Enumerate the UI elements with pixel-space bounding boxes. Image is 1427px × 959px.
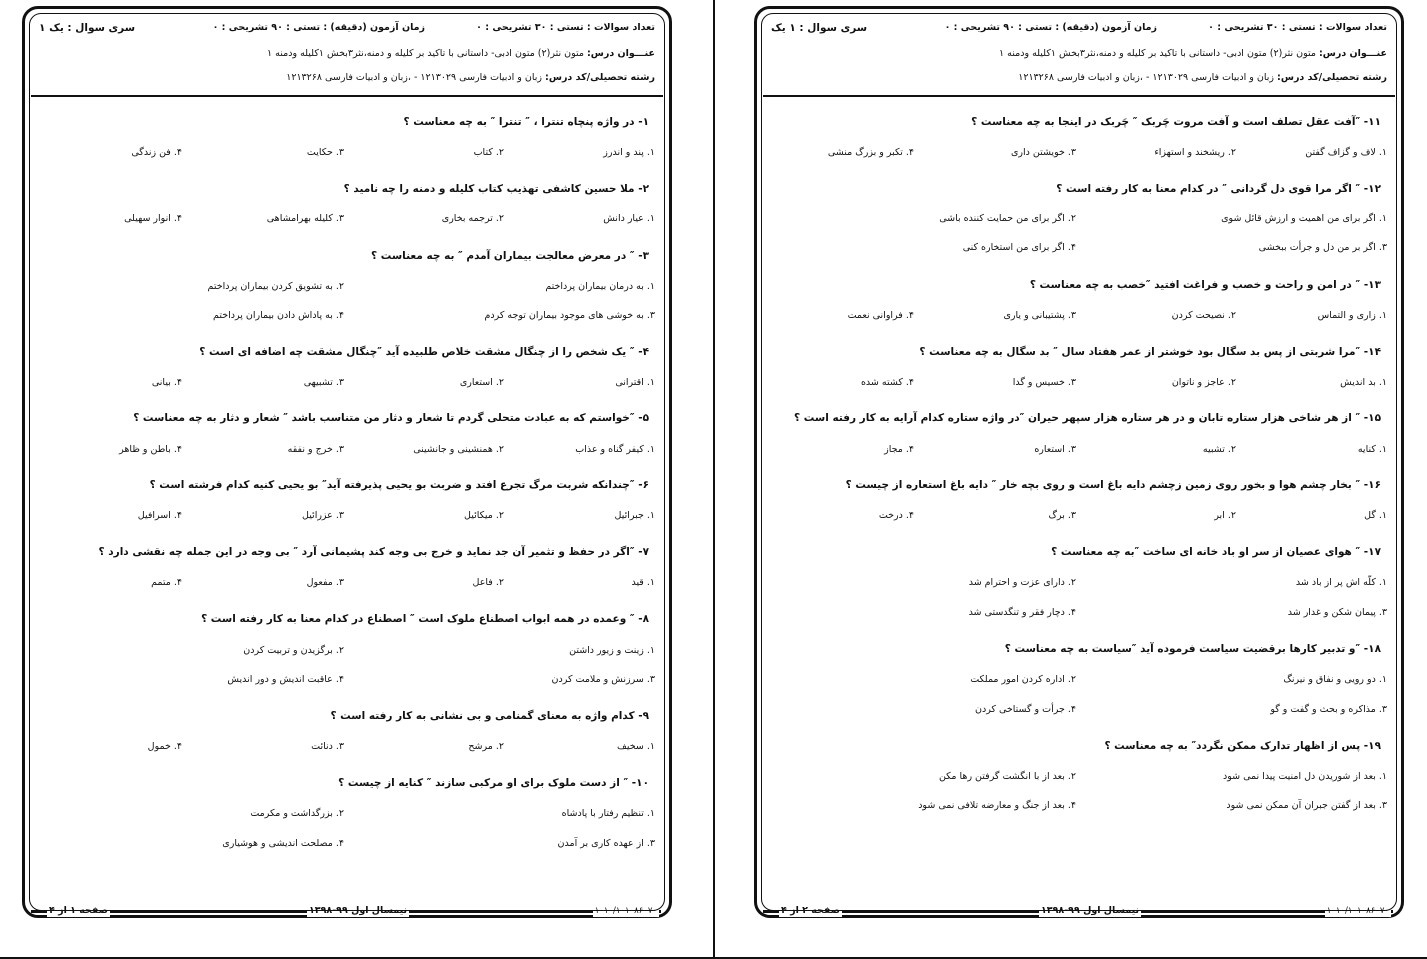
answer-option[interactable]: ۳. خویشتن داری bbox=[1010, 147, 1076, 158]
answer-option[interactable]: ۲. عاجز و ناتوان bbox=[1171, 377, 1236, 388]
answer-option[interactable]: ۲. کتاب bbox=[473, 147, 504, 158]
answer-option[interactable]: ۱. جبرائیل bbox=[614, 510, 655, 521]
page-number: صفحه ۱ از ۴ bbox=[49, 905, 108, 916]
question-text: ۱۵- ″ از هر شاخی هزار ستاره تابان و در هر ستاره هزار سپهر حیران ″در واژه ستاره کدام آرایه به کار رفته است ؟ bbox=[794, 412, 1381, 424]
answer-option[interactable]: ۴. اگر برای من استخاره کنی bbox=[962, 242, 1076, 253]
field-code: زبان و ادبیات فارسی ۱۲۱۳۰۲۹ - ،زبان و ادبیات فارسی ۱۲۱۳۲۶۸ bbox=[286, 72, 543, 83]
question-text: ۵- ″خواستم که به عبادت متحلی گردم تا شعار و دثار من متناسب باشد ″ شعار و دثار به چه معناست ؟ bbox=[133, 412, 649, 424]
question-count: تعداد سوالات : تستی : ۳۰ تشریحی : ۰ bbox=[1208, 22, 1387, 33]
field-code-label: رشته تحصیلی/کد درس: bbox=[1277, 72, 1387, 83]
answer-option[interactable]: ۳. تشبیهی bbox=[303, 377, 344, 388]
question-text: ۱۴- ″مرا شربتی از پس بد سگال بود خوشتر از عمر هفتاد سال ″ بد سگال به چه معناست ؟ bbox=[919, 346, 1381, 358]
question-text: ۴- ″ یک شخص را از چنگال مشقت خلاص طلبیده آید ″چنگال مشقت چه اضافه ای است ؟ bbox=[199, 346, 649, 358]
answer-option[interactable]: ۱. به درمان بیماران پرداختم bbox=[545, 281, 655, 292]
page-number: صفحه ۲ از ۴ bbox=[781, 905, 840, 916]
answer-option[interactable]: ۱. زینت و زیور داشتن bbox=[569, 645, 655, 656]
answer-option[interactable]: ۲. ابر bbox=[1214, 510, 1236, 521]
answer-option[interactable]: ۳. کلیله بهرامشاهی bbox=[266, 213, 344, 224]
answer-option[interactable]: ۴. مصلحت اندیشی و هوشیاری bbox=[222, 838, 344, 849]
answer-option[interactable]: ۳. حکایت bbox=[306, 147, 344, 158]
answer-option[interactable]: ۲. استعاری bbox=[459, 377, 504, 388]
answer-option[interactable]: ۴. عاقبت اندیش و دور اندیش bbox=[227, 674, 344, 685]
answer-option[interactable]: ۳. سرزنش و ملامت کردن bbox=[551, 674, 655, 685]
answer-option[interactable]: ۴. اسرافیل bbox=[137, 510, 182, 521]
field-code: زبان و ادبیات فارسی ۱۲۱۳۰۲۹ - ،زبان و ادبیات فارسی ۱۲۱۳۲۶۸ bbox=[1018, 72, 1275, 83]
exam-footer bbox=[25, 905, 669, 917]
answer-option[interactable]: ۲. بزرگداشت و مکرمت bbox=[250, 808, 344, 819]
semester: نیمسال اول ۹۹-۱۳۹۸ bbox=[309, 905, 408, 916]
answer-option[interactable]: ۴. درخت bbox=[878, 510, 914, 521]
answer-option[interactable]: ۳. دنائت bbox=[311, 741, 344, 752]
exam-footer bbox=[757, 905, 1401, 917]
question-text: ۱۹- پس از اظهار تدارک ممکن نگردد″ به چه معناست ؟ bbox=[1104, 740, 1381, 752]
answer-option[interactable]: ۲. فاعل bbox=[472, 577, 504, 588]
answer-option[interactable]: ۲. همنشینی و جانشینی bbox=[413, 444, 504, 455]
answer-option[interactable]: ۳. خسیس و گدا bbox=[1012, 377, 1076, 388]
exam-duration: زمان آزمون (دقیقه) : تستی : ۹۰ تشریحی : ۰ bbox=[212, 22, 425, 33]
answer-option[interactable]: ۴. بیانی bbox=[151, 377, 182, 388]
answer-option[interactable]: ۱. لاف و گزاف گفتن bbox=[1305, 147, 1387, 158]
answer-option[interactable]: ۲. ترجمه بخاری bbox=[441, 213, 504, 224]
course-title-label: عنـــوان درس: bbox=[1319, 48, 1387, 59]
answer-option[interactable]: ۱. اقترانی bbox=[615, 377, 655, 388]
answer-option[interactable]: ۴. خمول bbox=[147, 741, 182, 752]
answer-option[interactable]: ۳. مفعول bbox=[306, 577, 344, 588]
answer-option[interactable]: ۴. به پاداش دادن بیماران پرداختم bbox=[213, 310, 344, 321]
question-text: ۱۲- ″ اگر مرا قوی دل گردانی ″ در کدام معنا به کار رفته است ؟ bbox=[1056, 183, 1381, 195]
answer-option[interactable]: ۴. تکبر و بزرگ منشی bbox=[827, 147, 914, 158]
answer-option[interactable]: ۴. فن زندگی bbox=[131, 147, 182, 158]
answer-option[interactable]: ۳. پشتیبانی و یاری bbox=[1003, 310, 1076, 321]
answer-option[interactable]: ۲. به تشویق کردن بیماران پرداختم bbox=[207, 281, 344, 292]
question-series: سری سوال : ۱ یک bbox=[771, 22, 868, 34]
answer-option[interactable]: ۱. دو رویی و نفاق و نیرنگ bbox=[1283, 674, 1387, 685]
page-divider bbox=[713, 0, 715, 959]
exam-header bbox=[757, 9, 1401, 95]
question-text: ۸- ″ وعمده در همه ابواب اصطناع ملوک است ″ اصطناع در کدام معنا به کار رفته است ؟ bbox=[201, 613, 649, 625]
answer-option[interactable]: ۴. کشته شده bbox=[860, 377, 914, 388]
answer-option[interactable]: ۴. انوار سهیلی bbox=[124, 213, 182, 224]
answer-option[interactable]: ۴. بعد از جنگ و معارضه تلافی نمی شود bbox=[918, 800, 1076, 811]
question-text: ۱۸- ″و تدبیر کارها برقضیت سیاست فرموده آید ″سیاست به چه معناست ؟ bbox=[1004, 643, 1381, 655]
answer-option[interactable]: ۱. کلّه اش پر از باد شد bbox=[1295, 577, 1387, 588]
answer-option[interactable]: ۳. برگ bbox=[1048, 510, 1076, 521]
answer-option[interactable]: ۲. مرشح bbox=[468, 741, 504, 752]
answer-option[interactable]: ۱. کیفر گناه و عذاب bbox=[575, 444, 655, 455]
answer-option[interactable]: ۱. قید bbox=[631, 577, 655, 588]
exam-code: ۱۰۱۰/۱۰۱۰۸۶۰۷۰ bbox=[1326, 906, 1389, 916]
answer-option[interactable]: ۴. مجاز bbox=[884, 444, 914, 455]
question-text: ۳- ″ در معرض معالجت بیماران آمدم ″ به چه معناست ؟ bbox=[371, 250, 649, 262]
question-count: تعداد سوالات : تستی : ۳۰ تشریحی : ۰ bbox=[476, 22, 655, 33]
answer-option[interactable]: ۱. زاری و التماس bbox=[1317, 310, 1387, 321]
answer-option[interactable]: ۱. پند و اندرز bbox=[603, 147, 655, 158]
answer-option[interactable]: ۲. نصیحت کردن bbox=[1171, 310, 1236, 321]
answer-option[interactable]: ۳. استعاره bbox=[1034, 444, 1076, 455]
answer-option[interactable]: ۳. پیمان شکن و غدار شد bbox=[1287, 607, 1387, 618]
question-text: ۶- ″چندانکه شربت مرگ تجرع افتد و ضربت بو یحیی پذیرفته آید″ بو یحیی کنیه کدام فرشته است ؟ bbox=[149, 479, 649, 491]
exam-duration: زمان آزمون (دقیقه) : تستی : ۹۰ تشریحی : ۰ bbox=[944, 22, 1157, 33]
answer-option[interactable]: ۱. سخیف bbox=[617, 741, 655, 752]
answer-option[interactable]: ۳. بعد از گفتن جبران آن ممکن نمی شود bbox=[1226, 800, 1387, 811]
answer-option[interactable]: ۲. میکائیل bbox=[464, 510, 504, 521]
answer-option[interactable]: ۴. جرأت و گستاخی کردن bbox=[974, 704, 1076, 715]
answer-option[interactable]: ۱. کنایه bbox=[1357, 444, 1387, 455]
answer-option[interactable]: ۳. از عهده کاری بر آمدن bbox=[557, 838, 655, 849]
answer-option[interactable]: ۳. اگر بر من دل و جرأت ببخشی bbox=[1258, 242, 1387, 253]
question-text: ۱- در واژه پنچاه تنترا ، ″ تنترا ″ به چه معناست ؟ bbox=[403, 116, 649, 128]
semester: نیمسال اول ۹۹-۱۳۹۸ bbox=[1041, 905, 1140, 916]
question-text: ۱۰- ″ از دست ملوک برای او مرکبی سازند ″ کنایه از چیست ؟ bbox=[338, 777, 649, 789]
exam-code: ۱۰۱۰/۱۰۱۰۸۶۰۷۰ bbox=[594, 906, 657, 916]
answer-option[interactable]: ۳. عزرائیل bbox=[302, 510, 344, 521]
answer-option[interactable]: ۲. ریشخند و استهزاء bbox=[1154, 147, 1236, 158]
answer-option[interactable]: ۲. تشبیه bbox=[1202, 444, 1236, 455]
answer-option[interactable]: ۳. مذاکره و بحث و گفت و گو bbox=[1270, 704, 1387, 715]
field-code-label: رشته تحصیلی/کد درس: bbox=[545, 72, 655, 83]
answer-option[interactable]: ۱. تنظیم رفتار با پادشاه bbox=[561, 808, 655, 819]
header-rule bbox=[31, 95, 663, 97]
answer-option[interactable]: ۱. بد اندیش bbox=[1340, 377, 1387, 388]
answer-option[interactable]: ۲. دارای عزت و احترام شد bbox=[968, 577, 1076, 588]
question-text: ۱۷- ″ هوای عصیان از سر او باد خانه ای ساخت ″به چه معناست ؟ bbox=[1051, 546, 1381, 558]
exam-header bbox=[25, 9, 669, 95]
answer-option[interactable]: ۲. اگر برای من حمایت کننده باشی bbox=[939, 213, 1076, 224]
question-text: ۱۶- ″ بخار چشم هوا و بخور روی زمین زچشم دایه باغ است و روی بچه خار ″ دایه باغ استعاره از چیست ؟ bbox=[845, 479, 1381, 491]
course-title: متون نثر(۲) متون ادبی- داستانی با تاکید بر کلیله و دمنه،نثر۳بخش ۱کلیله ودمنه ۱ bbox=[999, 48, 1316, 59]
answer-option[interactable]: ۱. اگر برای من اهمیت و ارزش قائل شوی bbox=[1221, 213, 1387, 224]
answer-option[interactable]: ۴. باطن و ظاهر bbox=[119, 444, 182, 455]
question-series: سری سوال : یک ۱ bbox=[39, 22, 136, 34]
answer-option[interactable]: ۱. عیار دانش bbox=[603, 213, 655, 224]
answer-option[interactable]: ۴. متمم bbox=[151, 577, 182, 588]
header-rule bbox=[763, 95, 1395, 97]
answer-option[interactable]: ۲. بعد از با انگشت گرفتن رها مکن bbox=[938, 771, 1076, 782]
answer-option[interactable]: ۳. به خوشی های موجود بیماران توجه کردم bbox=[484, 310, 655, 321]
answer-option[interactable]: ۲. اداره کردن امور مملکت bbox=[970, 674, 1076, 685]
question-text: ۱۳- ″ در امن و راحت و خصب و فراغت افتید ″خصب به چه معناست ؟ bbox=[1029, 279, 1381, 291]
answer-option[interactable]: ۴. فراوانی نعمت bbox=[847, 310, 914, 321]
question-text: ۹- کدام واژه به معنای گمنامی و بی نشانی به کار رفته است ؟ bbox=[330, 710, 649, 722]
course-title: متون نثر(۲) متون ادبی- داستانی با تاکید بر کلیله و دمنه،نثر۳بخش ۱کلیله ودمنه ۱ bbox=[267, 48, 584, 59]
course-title-label: عنـــوان درس: bbox=[587, 48, 655, 59]
answer-option[interactable]: ۳. خرج و نفقه bbox=[287, 444, 344, 455]
answer-option[interactable]: ۱. گل bbox=[1364, 510, 1387, 521]
question-text: ۲- ملا حسین کاشفی تهذیب کتاب کلیله و دمنه را چه نامید ؟ bbox=[343, 183, 649, 195]
exam-page-1 bbox=[22, 6, 672, 918]
question-text: ۷- ″اگر در حفظ و تثمیر آن جد نماید و خرج بی وجه کند پشیمانی آرد ″ بی وجه در این جمله چه نقشی دارد ؟ bbox=[98, 546, 649, 558]
question-text: ۱۱- ″آفت عقل تصلف است و آفت مروت چَربک ″ چَربک در اینجا به چه معناست ؟ bbox=[971, 116, 1381, 128]
answer-option[interactable]: ۴. دچار فقر و تنگدستی شد bbox=[968, 607, 1076, 618]
answer-option[interactable]: ۱. بعد از شوریدن دل امنیت پیدا نمی شود bbox=[1222, 771, 1387, 782]
answer-option[interactable]: ۲. برگزیدن و تربیت کردن bbox=[243, 645, 344, 656]
exam-page-2 bbox=[754, 6, 1404, 918]
